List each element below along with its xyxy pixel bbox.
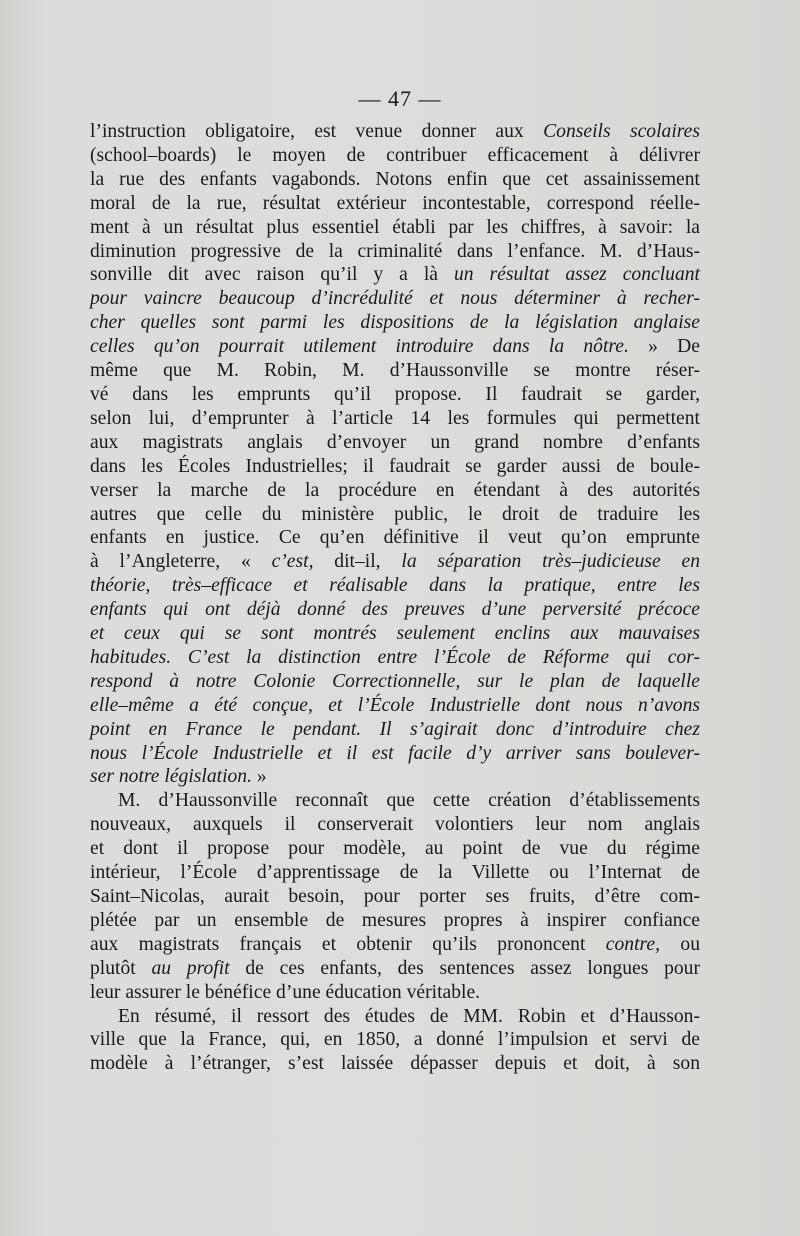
text-segment: M. d’Haussonville reconnaît que cette création d’établissements [118,790,700,812]
text-segment: selon lui, d’emprunter à l’article 14 les formules qui permettent [90,407,700,429]
text-line [90,574,700,598]
text-segment: autres que celle du ministère public, le droit de traduire les [90,503,700,525]
text-segment: diminution progressive de la criminalité dans l’enfance. M. d’Haus- [90,240,700,262]
text-segment: Saint–Nicolas, aurait besoin, pour porter ses fruits, d’être com- [90,886,700,907]
text-line [90,1005,700,1029]
italic-segment: pour vaincre beaucoup d’incrédulité et nous déterminer à recher- [90,288,700,310]
italic-segment: théorie, très–efficace et réalisable dans la pratique, entre les [90,575,700,597]
italic-segment: Conseils scolaires [543,121,700,142]
text-segment: intérieur, l’École d’apprentissage de la Villette ou l’Internat de [90,862,700,884]
text-line [90,550,700,574]
text-line [90,120,700,144]
text-line [90,431,700,455]
text-line [90,455,700,479]
text-segment: ment à un résultat plus essentiel établi par les chiffres, à savoir: la [90,216,700,238]
text-line [90,526,700,550]
text-segment: de ces enfants, des sentences assez longues pour [229,957,700,979]
text-line [90,981,700,1005]
text-segment: ou [660,933,700,955]
text-segment: aux magistrats anglais d’envoyer un grand nombre d’enfants [90,431,700,453]
italic-segment: respond à notre Colonie Correctionnelle, sur le plan de laquelle [90,670,700,692]
body-text [90,120,700,1076]
text-line [90,909,700,933]
text-segment: à l’Angleterre, « [90,551,272,573]
text-line [90,694,700,718]
text-line [90,742,700,766]
text-segment: vé dans les emprunts qu’il propose. Il faudrait se garder, [90,383,700,405]
text-segment: En résumé, il ressort des études de MM. Robin et d’Hausson- [118,1005,700,1027]
text-line [90,765,700,789]
text-line [90,622,700,646]
text-line [90,646,700,670]
text-line [90,359,700,383]
text-line [90,957,700,981]
italic-segment: c’est, [271,551,314,573]
text-segment: ville que la France, qui, en 1850, a donné l’impulsion et servi de [90,1029,700,1051]
italic-segment: la séparation très–judicieuse en [401,551,700,573]
text-line [90,598,700,622]
text-line [90,383,700,407]
italic-segment: elle–même a été conçue, et l’École Industrielle dont nous n’avons [90,694,700,716]
text-line [90,311,700,335]
italic-segment: un résultat assez concluant [453,264,701,286]
text-line [90,861,700,885]
text-line [90,718,700,742]
italic-segment: habitudes. C’est la distinction entre l’École de Réforme qui cor- [90,646,700,668]
italic-segment: celles qu’on pourrait utilement introduire dans la nôtre. [90,336,629,358]
page-number: — 47 — [358,86,442,111]
text-segment: même que M. Robin, M. d’Haussonville se montre réser- [90,360,700,382]
italic-segment: contre, [605,933,661,955]
text-segment: » [252,766,267,788]
text-segment: dans les Écoles Industrielles; il faudrait se garder aussi de boule- [90,455,700,477]
text-line [90,813,700,837]
text-segment: l’instruction obligatoire, est venue donner aux [90,121,544,142]
text-line [90,192,700,216]
text-segment: aux magistrats français et obtenir qu’ils prononcent [90,933,606,955]
text-line [90,885,700,909]
text-line [90,503,700,527]
text-line [90,144,700,168]
text-segment: dit–il, [313,551,402,573]
italic-segment: nous l’École Industrielle et il est facile d’y arriver sans boulever- [90,742,700,764]
text-line [90,335,700,359]
text-line [90,216,700,240]
italic-segment: point en France le pendant. Il s’agirait donc d’introduire chez [90,718,700,740]
text-segment: sonville dit avec raison qu’il y a là [90,264,454,286]
text-line [90,287,700,311]
text-line [90,837,700,861]
text-line [90,933,700,957]
text-segment: plétée par un ensemble de mesures propres à inspirer confiance [90,909,700,931]
text-segment: la rue des enfants vagabonds. Notons enfin que cet assainissement [90,168,700,190]
text-line [90,1052,700,1076]
italic-segment: au profit [151,957,230,979]
text-segment: moral de la rue, résultat extérieur incontestable, correspond réelle- [90,192,700,214]
text-line [90,240,700,264]
text-line [90,168,700,192]
italic-segment: ser notre législation. [90,766,253,788]
text-segment: verser la marche de la procédure en étendant à des autorités [90,479,700,501]
text-segment: et dont il propose pour modèle, au point de vue du régime [90,838,700,860]
italic-segment: cher quelles sont parmi les dispositions de la législation anglaise [90,312,700,334]
text-line [90,670,700,694]
text-segment: (school–boards) le moyen de contribuer efficacement à délivrer [90,144,700,166]
text-segment: modèle à l’étranger, s’est laissée dépasser depuis et doit, à son [90,1053,700,1075]
italic-segment: enfants qui ont déjà donné des preuves d’une perversité précoce [90,599,700,621]
text-segment: enfants en justice. Ce qu’en définitive il veut qu’on emprunte [90,527,700,549]
italic-segment: et ceux qui se sont montrés seulement enclins aux mauvaises [90,623,700,645]
text-segment: leur assurer le bénéfice d’une éducation véritable. [90,981,481,1003]
text-line [90,479,700,503]
text-line [90,263,700,287]
text-segment: plutôt [90,957,152,979]
text-segment: nouveaux, auxquels il conserverait volontiers leur nom anglais [90,814,700,836]
text-line [90,789,700,813]
text-segment: » De [628,336,700,358]
text-line [90,407,700,431]
text-line [90,1028,700,1052]
